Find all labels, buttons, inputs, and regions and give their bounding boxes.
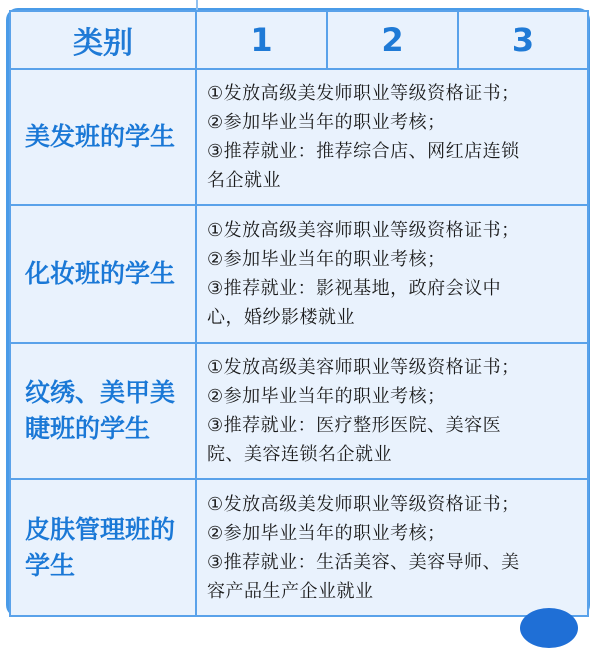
category-line: 美发班的学生 [25, 122, 176, 151]
description-line: 名企就业 [207, 170, 281, 191]
table-row [10, 343, 588, 479]
description-line: 心，婚纱影楼就业 [207, 307, 355, 328]
description-line: ②参加毕业当年的职业考核； [207, 522, 446, 544]
header-category: 类别 [10, 11, 196, 69]
table-row [10, 69, 588, 205]
curriculum-table [9, 10, 589, 617]
table-row [10, 205, 588, 343]
header-col-1: 1 [196, 11, 327, 69]
description-line: ①发放高级美容师职业等级资格证书； [207, 357, 520, 378]
description-line: ②参加毕业当年的职业考核； [207, 386, 446, 407]
row-category [10, 205, 196, 343]
description-line: ①发放高级美发师职业等级资格证书； [207, 493, 520, 515]
row-category [10, 479, 196, 616]
decorative-circle [520, 608, 578, 648]
category-line: 纹绣、美甲美 [25, 378, 176, 407]
description-line: ③推荐就业：推荐综合店、网红店连锁 [207, 141, 520, 162]
description-line: ②参加毕业当年的职业考核； [207, 249, 446, 270]
header-col-3: 3 [458, 11, 588, 69]
description-line: 容产品生产企业就业 [207, 580, 374, 602]
row-description [196, 205, 588, 343]
header-col-2: 2 [327, 11, 458, 69]
decorative-tick [196, 0, 198, 10]
description-line: 院、美容连锁名企就业 [207, 444, 392, 465]
category-line: 化妆班的学生 [25, 259, 176, 288]
description-line: ②参加毕业当年的职业考核； [207, 112, 446, 133]
table-row [10, 479, 588, 616]
row-description [196, 479, 588, 616]
category-line: 睫班的学生 [25, 414, 151, 443]
description-line: ③推荐就业：生活美容、美容导师、美 [207, 551, 520, 573]
row-description [196, 69, 588, 205]
description-line: ①发放高级美发师职业等级资格证书； [207, 83, 520, 104]
description-line: ①发放高级美容师职业等级资格证书； [207, 220, 520, 241]
description-line: ③推荐就业：影视基地，政府会议中 [207, 278, 502, 299]
category-line: 学生 [25, 550, 76, 580]
row-category [10, 343, 196, 479]
row-description [196, 343, 588, 479]
header-row [10, 11, 588, 69]
category-line: 皮肤管理班的 [25, 514, 176, 544]
row-category [10, 69, 196, 205]
description-line: ③推荐就业：医疗整形医院、美容医 [207, 415, 502, 436]
